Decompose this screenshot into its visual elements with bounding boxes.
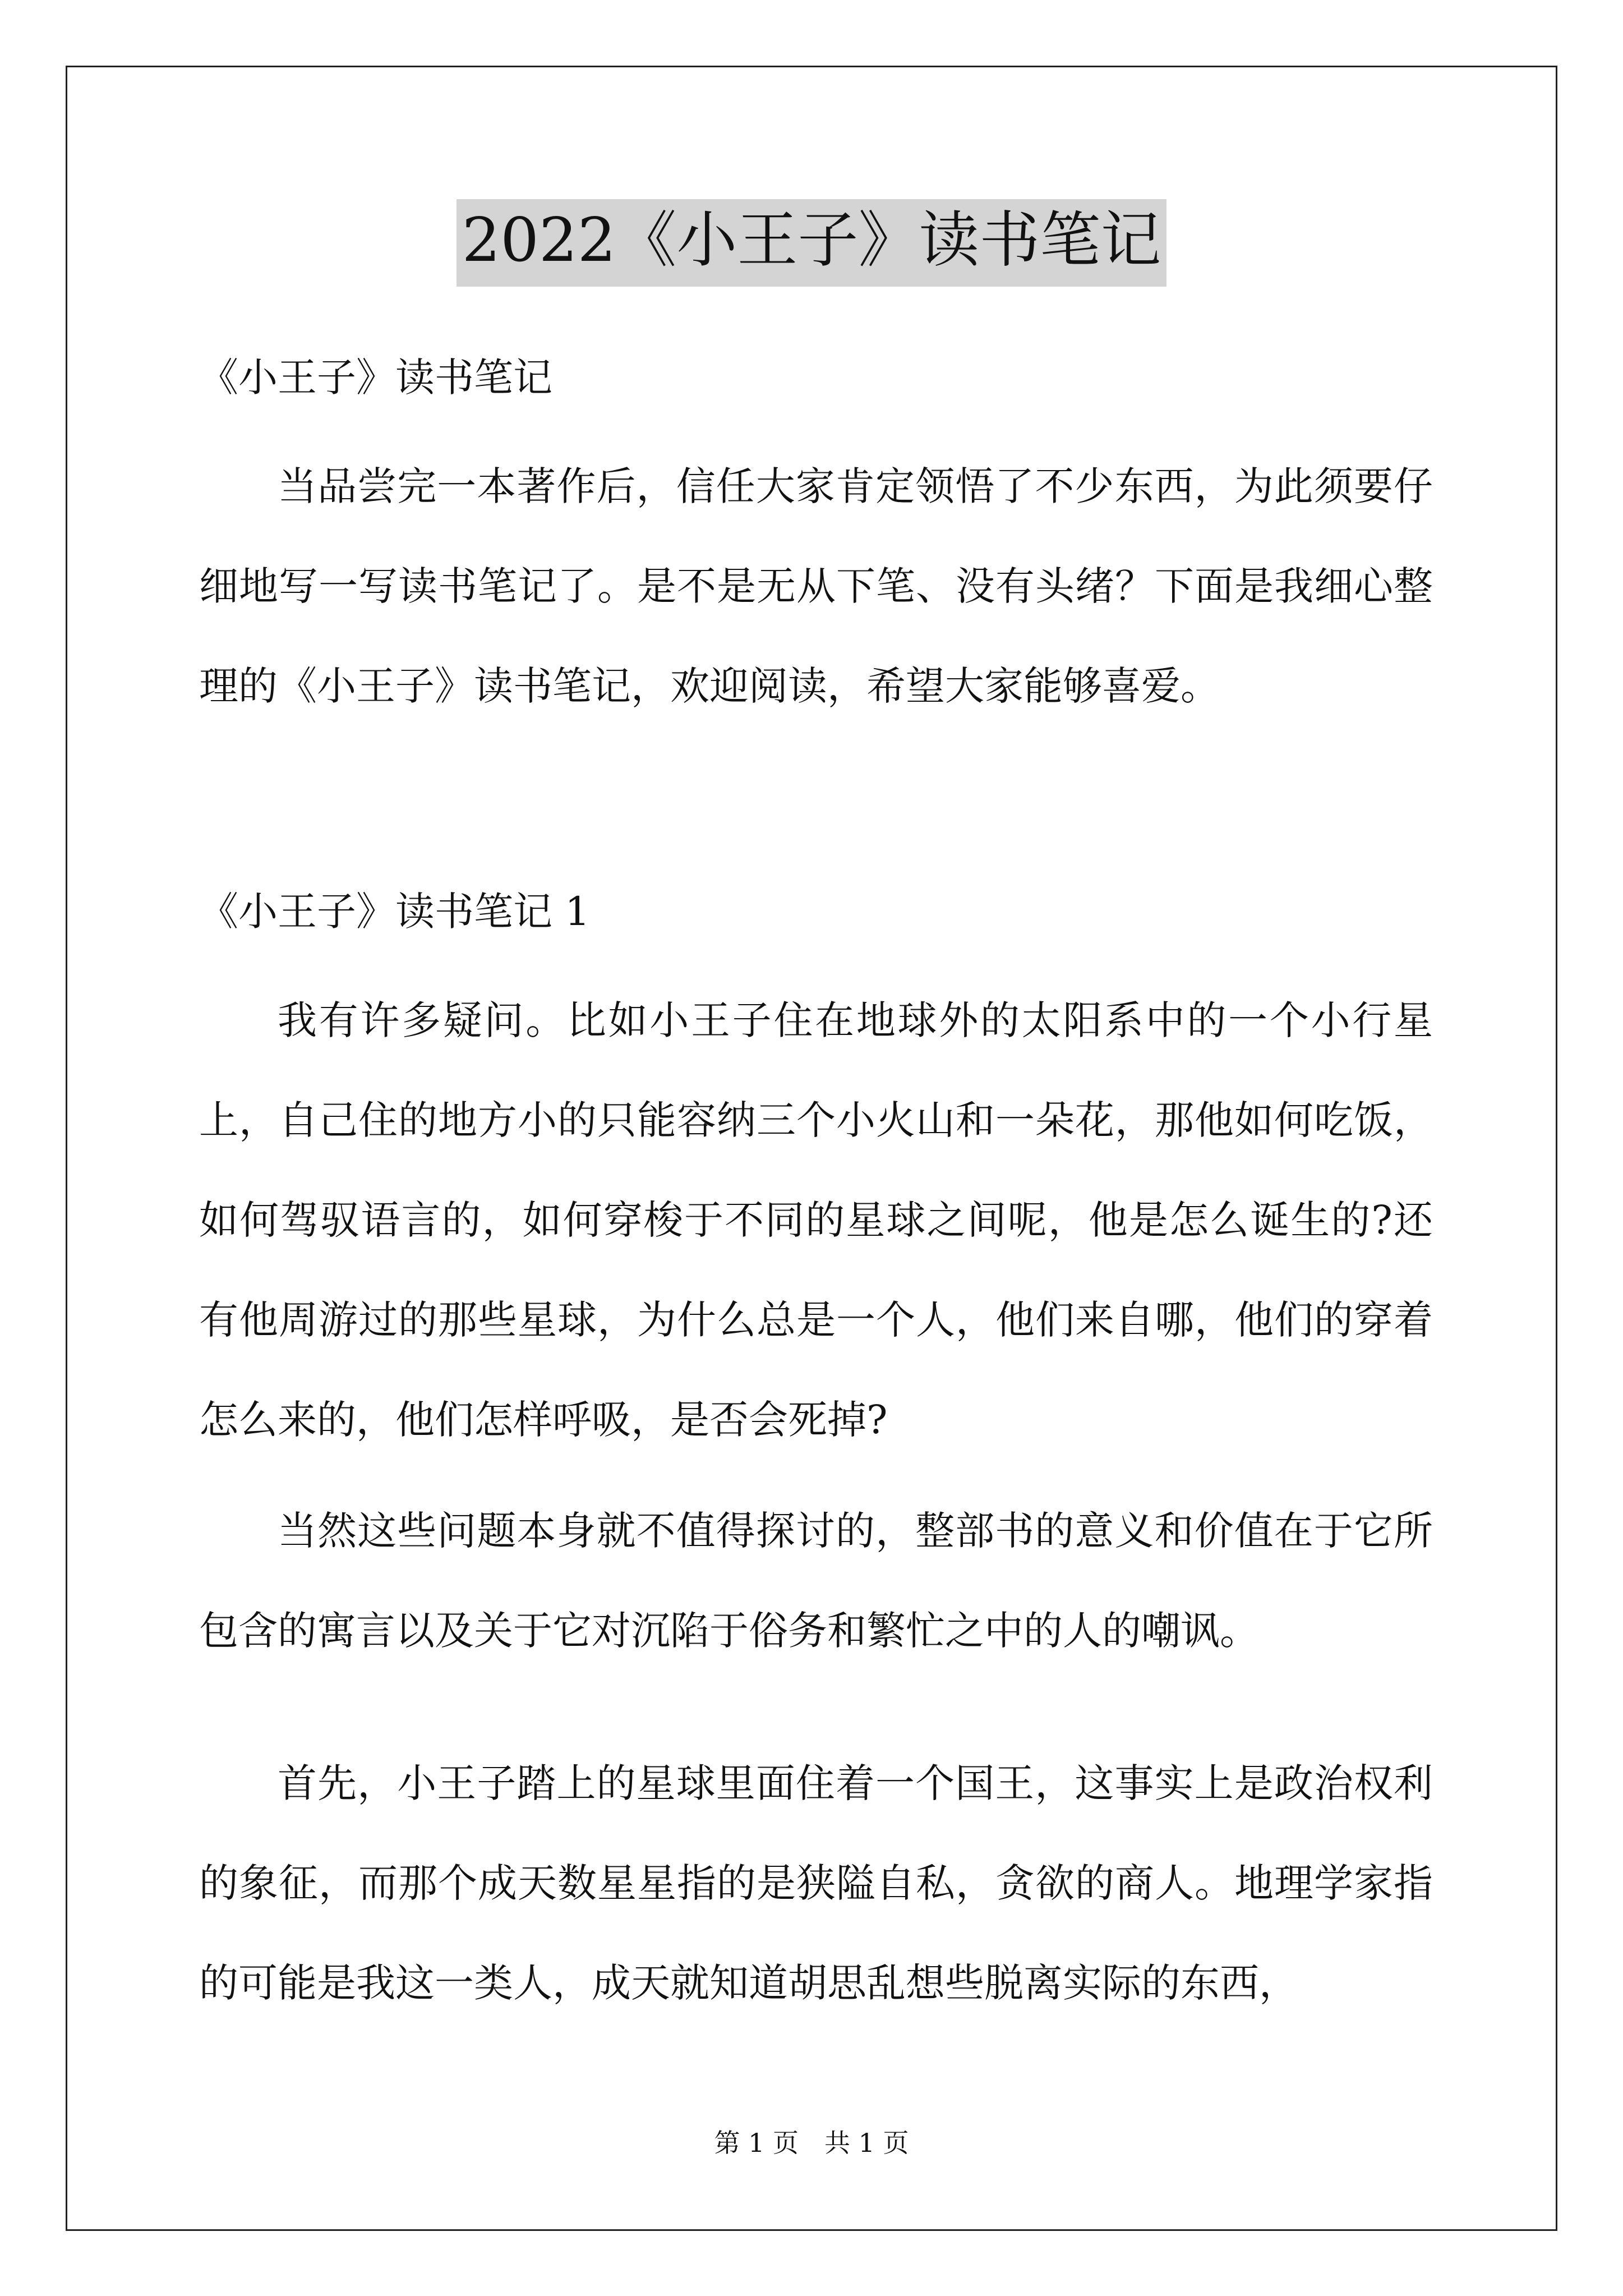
intro-paragraph: 当品尝完一本著作后，信任大家肯定领悟了不少东西，为此须要仔细地写一写读书笔记了。是不是无从下笔、没有头绪？下面是我细心整理的《小王子》读书笔记，欢迎阅读，希望大家能够喜爱。 [199,463,1433,709]
document-title: 2022《小王子》读书笔记 [457,199,1167,287]
document-subtitle: 《小王子》读书笔记 [199,355,552,401]
page-footer: 第 1 页 共 1 页 [714,2128,909,2158]
section-1-paragraph-2: 当然这些问题本身就不值得探讨的，整部书的意义和价值在于它所包含的寓言以及关于它对沉陷于俗务和繁忙之中的人的嘲讽。 [199,1508,1433,1654]
section-1-paragraph-1: 我有许多疑问。比如小王子住在地球外的太阳系中的一个小行星上，自己住的地方小的只能容纳三个小火山和一朵花，那他如何吃饭，如何驾驭语言的，如何穿梭于不同的星球之间呢，他是怎么诞生的?还有他周游过的那些星球，为什么总是一个人，他们来自哪，他们的穿着怎么来的，他们怎样呼吸，是否会死掉? [199,997,1433,1443]
title-container [0,199,1623,287]
section-1-paragraph-3: 首先，小王子踏上的星球里面住着一个国王，这事实上是政治权利的象征，而那个成天数星星指的是狭隘自私，贪欲的商人。地理学家指的可能是我这一类人，成天就知道胡思乱想些脱离实际的东西， [199,1760,1433,2006]
section-1-heading: 《小王子》读书笔记 1 [199,889,590,935]
